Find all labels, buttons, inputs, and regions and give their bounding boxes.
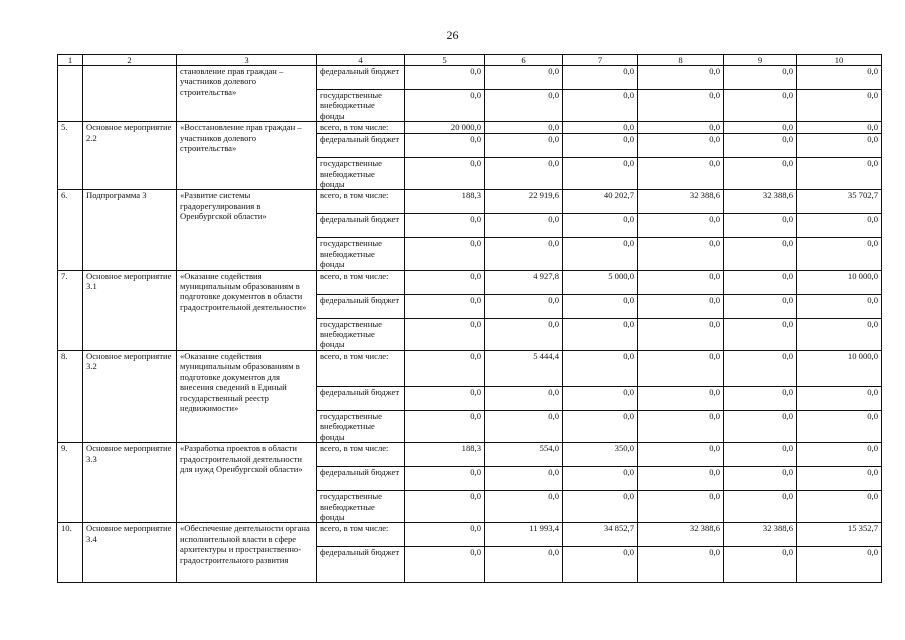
amount-cell: 0,0 [405, 467, 485, 491]
amount-cell: 11 993,4 [485, 523, 563, 547]
amount-cell: 0,0 [797, 491, 882, 523]
column-header: 4 [317, 55, 405, 66]
amount-cell: 0,0 [485, 122, 563, 134]
amount-cell: 0,0 [724, 214, 797, 238]
amount-cell: 5 444,4 [485, 350, 563, 386]
item-number [58, 66, 83, 122]
funding-source: государственные внебюджетные фонды [317, 238, 405, 270]
amount-cell: 0,0 [485, 294, 563, 318]
amount-cell: 0,0 [405, 350, 485, 386]
item-number: 7. [58, 270, 83, 350]
amount-cell: 0,0 [638, 90, 724, 122]
item-description: «Оказание содействия муниципальным образованиям в подготовке документов в области градостроительной деятельности» [177, 270, 317, 350]
funding-source: федеральный бюджет [317, 467, 405, 491]
amount-cell: 0,0 [405, 523, 485, 547]
amount-cell: 0,0 [797, 467, 882, 491]
item-description: «Развитие системы градорегулирования в Оренбургской области» [177, 190, 317, 270]
column-header: 5 [405, 55, 485, 66]
item-name: Основное мероприятие 3.3 [83, 443, 177, 523]
amount-cell: 0,0 [797, 318, 882, 350]
amount-cell: 0,0 [405, 214, 485, 238]
amount-cell: 0,0 [563, 134, 638, 158]
amount-cell: 0,0 [797, 90, 882, 122]
amount-cell: 0,0 [563, 66, 638, 90]
item-number: 6. [58, 190, 83, 270]
funding-source: федеральный бюджет [317, 386, 405, 410]
funding-source: всего, в том числе: [317, 190, 405, 214]
item-name: Подпрограмма 3 [83, 190, 177, 270]
funding-source: государственные внебюджетные фонды [317, 318, 405, 350]
funding-source: всего, в том числе: [317, 443, 405, 467]
amount-cell: 0,0 [563, 90, 638, 122]
amount-cell: 0,0 [485, 238, 563, 270]
amount-cell: 0,0 [638, 467, 724, 491]
item-number: 8. [58, 350, 83, 442]
funding-source: всего, в том числе: [317, 122, 405, 134]
amount-cell: 0,0 [405, 410, 485, 442]
amount-cell: 0,0 [405, 547, 485, 583]
amount-cell: 0,0 [724, 467, 797, 491]
table-row [58, 270, 882, 294]
amount-cell: 0,0 [797, 158, 882, 190]
column-header: 9 [724, 55, 797, 66]
amount-cell: 0,0 [485, 214, 563, 238]
amount-cell: 32 388,6 [638, 190, 724, 214]
amount-cell: 5 000,0 [563, 270, 638, 294]
item-name: Основное мероприятие 3.4 [83, 523, 177, 583]
funding-table [57, 54, 882, 583]
item-description: «Разработка проектов в области градостроительной деятельности для нужд Оренбургской области» [177, 443, 317, 523]
amount-cell: 0,0 [563, 350, 638, 386]
amount-cell: 0,0 [724, 122, 797, 134]
funding-source: федеральный бюджет [317, 134, 405, 158]
amount-cell: 0,0 [797, 386, 882, 410]
amount-cell: 40 202,7 [563, 190, 638, 214]
amount-cell: 0,0 [797, 547, 882, 583]
column-header: 6 [485, 55, 563, 66]
amount-cell: 0,0 [485, 318, 563, 350]
amount-cell: 0,0 [485, 547, 563, 583]
funding-source: всего, в том числе: [317, 350, 405, 386]
amount-cell: 32 388,6 [724, 523, 797, 547]
amount-cell: 0,0 [797, 214, 882, 238]
amount-cell: 0,0 [797, 443, 882, 467]
amount-cell: 0,0 [638, 238, 724, 270]
amount-cell: 0,0 [563, 491, 638, 523]
column-header: 2 [83, 55, 177, 66]
amount-cell: 0,0 [797, 294, 882, 318]
amount-cell: 0,0 [797, 410, 882, 442]
table-row [58, 66, 882, 90]
amount-cell: 0,0 [485, 386, 563, 410]
amount-cell: 0,0 [724, 294, 797, 318]
table-row [58, 443, 882, 467]
table-row [58, 122, 882, 134]
amount-cell: 0,0 [485, 491, 563, 523]
amount-cell: 350,0 [563, 443, 638, 467]
amount-cell: 0,0 [724, 443, 797, 467]
amount-cell: 0,0 [724, 134, 797, 158]
item-description: «Восстановление прав граждан – участников долевого строительства» [177, 122, 317, 190]
item-description: «Оказание содействия муниципальным образованиям в подготовке документов для внесения сведений в Единый государственный реестр недвижимости» [177, 350, 317, 442]
amount-cell: 0,0 [563, 547, 638, 583]
funding-source: государственные внебюджетные фонды [317, 90, 405, 122]
funding-source: федеральный бюджет [317, 66, 405, 90]
column-header: 7 [563, 55, 638, 66]
amount-cell: 4 927,8 [485, 270, 563, 294]
amount-cell: 0,0 [797, 122, 882, 134]
column-header: 3 [177, 55, 317, 66]
amount-cell: 0,0 [485, 66, 563, 90]
amount-cell: 0,0 [638, 318, 724, 350]
amount-cell: 0,0 [405, 270, 485, 294]
funding-source: всего, в том числе: [317, 523, 405, 547]
item-name: Основное мероприятие 2.2 [83, 122, 177, 190]
amount-cell: 32 388,6 [724, 190, 797, 214]
amount-cell: 0,0 [485, 134, 563, 158]
item-name [83, 66, 177, 122]
amount-cell: 0,0 [724, 350, 797, 386]
amount-cell: 32 388,6 [638, 523, 724, 547]
amount-cell: 0,0 [563, 214, 638, 238]
amount-cell: 0,0 [563, 122, 638, 134]
funding-source: всего, в том числе: [317, 270, 405, 294]
amount-cell: 188,3 [405, 190, 485, 214]
amount-cell: 0,0 [485, 410, 563, 442]
amount-cell: 554,0 [485, 443, 563, 467]
amount-cell: 10 000,0 [797, 350, 882, 386]
amount-cell: 0,0 [563, 158, 638, 190]
item-name: Основное мероприятие 3.1 [83, 270, 177, 350]
amount-cell: 22 919,6 [485, 190, 563, 214]
amount-cell: 0,0 [724, 386, 797, 410]
amount-cell: 0,0 [638, 386, 724, 410]
amount-cell: 0,0 [405, 90, 485, 122]
item-description: «Обеспечение деятельности органа исполнительной власти в сфере архитектуры и пространственно-градостроительного развития [177, 523, 317, 583]
amount-cell: 35 702,7 [797, 190, 882, 214]
amount-cell: 0,0 [638, 294, 724, 318]
amount-cell: 0,0 [405, 386, 485, 410]
amount-cell: 0,0 [797, 66, 882, 90]
amount-cell: 0,0 [485, 90, 563, 122]
table-header [58, 55, 882, 66]
funding-source: федеральный бюджет [317, 214, 405, 238]
funding-source: государственные внебюджетные фонды [317, 158, 405, 190]
amount-cell: 0,0 [485, 467, 563, 491]
page-number: 26 [446, 28, 459, 42]
funding-source: государственные внебюджетные фонды [317, 410, 405, 442]
amount-cell: 0,0 [405, 294, 485, 318]
amount-cell: 0,0 [797, 134, 882, 158]
amount-cell: 0,0 [724, 158, 797, 190]
amount-cell: 0,0 [724, 410, 797, 442]
amount-cell: 0,0 [563, 294, 638, 318]
item-number: 5. [58, 122, 83, 190]
table-row [58, 523, 882, 547]
amount-cell: 0,0 [638, 158, 724, 190]
amount-cell: 0,0 [638, 122, 724, 134]
funding-source: федеральный бюджет [317, 294, 405, 318]
amount-cell: 0,0 [563, 318, 638, 350]
amount-cell: 0,0 [405, 238, 485, 270]
amount-cell: 0,0 [485, 158, 563, 190]
funding-source: федеральный бюджет [317, 547, 405, 583]
amount-cell: 15 352,7 [797, 523, 882, 547]
amount-cell: 0,0 [638, 134, 724, 158]
funding-source: государственные внебюджетные фонды [317, 491, 405, 523]
amount-cell: 0,0 [724, 547, 797, 583]
amount-cell: 0,0 [563, 467, 638, 491]
amount-cell: 0,0 [405, 158, 485, 190]
amount-cell: 0,0 [405, 318, 485, 350]
amount-cell: 0,0 [638, 270, 724, 294]
amount-cell: 0,0 [724, 66, 797, 90]
item-name: Основное мероприятие 3.2 [83, 350, 177, 442]
column-header: 8 [638, 55, 724, 66]
amount-cell: 0,0 [724, 318, 797, 350]
column-header: 1 [58, 55, 83, 66]
column-header: 10 [797, 55, 882, 66]
item-number: 10. [58, 523, 83, 583]
amount-cell: 0,0 [638, 491, 724, 523]
amount-cell: 0,0 [724, 270, 797, 294]
amount-cell: 0,0 [638, 443, 724, 467]
table-body [58, 66, 882, 583]
header-row [58, 55, 882, 66]
amount-cell: 0,0 [405, 134, 485, 158]
amount-cell: 20 000,0 [405, 122, 485, 134]
amount-cell: 0,0 [563, 238, 638, 270]
amount-cell: 0,0 [638, 350, 724, 386]
amount-cell: 0,0 [797, 238, 882, 270]
amount-cell: 0,0 [724, 90, 797, 122]
table-row [58, 190, 882, 214]
amount-cell: 188,3 [405, 443, 485, 467]
amount-cell: 0,0 [638, 410, 724, 442]
amount-cell: 0,0 [563, 386, 638, 410]
amount-cell: 0,0 [405, 491, 485, 523]
item-description: становление прав граждан – участников долевого строительства» [177, 66, 317, 122]
table-row [58, 350, 882, 386]
item-number: 9. [58, 443, 83, 523]
amount-cell: 0,0 [638, 66, 724, 90]
amount-cell: 0,0 [724, 238, 797, 270]
amount-cell: 0,0 [724, 491, 797, 523]
amount-cell: 10 000,0 [797, 270, 882, 294]
amount-cell: 0,0 [638, 214, 724, 238]
amount-cell: 0,0 [405, 66, 485, 90]
amount-cell: 0,0 [638, 547, 724, 583]
amount-cell: 34 852,7 [563, 523, 638, 547]
amount-cell: 0,0 [563, 410, 638, 442]
